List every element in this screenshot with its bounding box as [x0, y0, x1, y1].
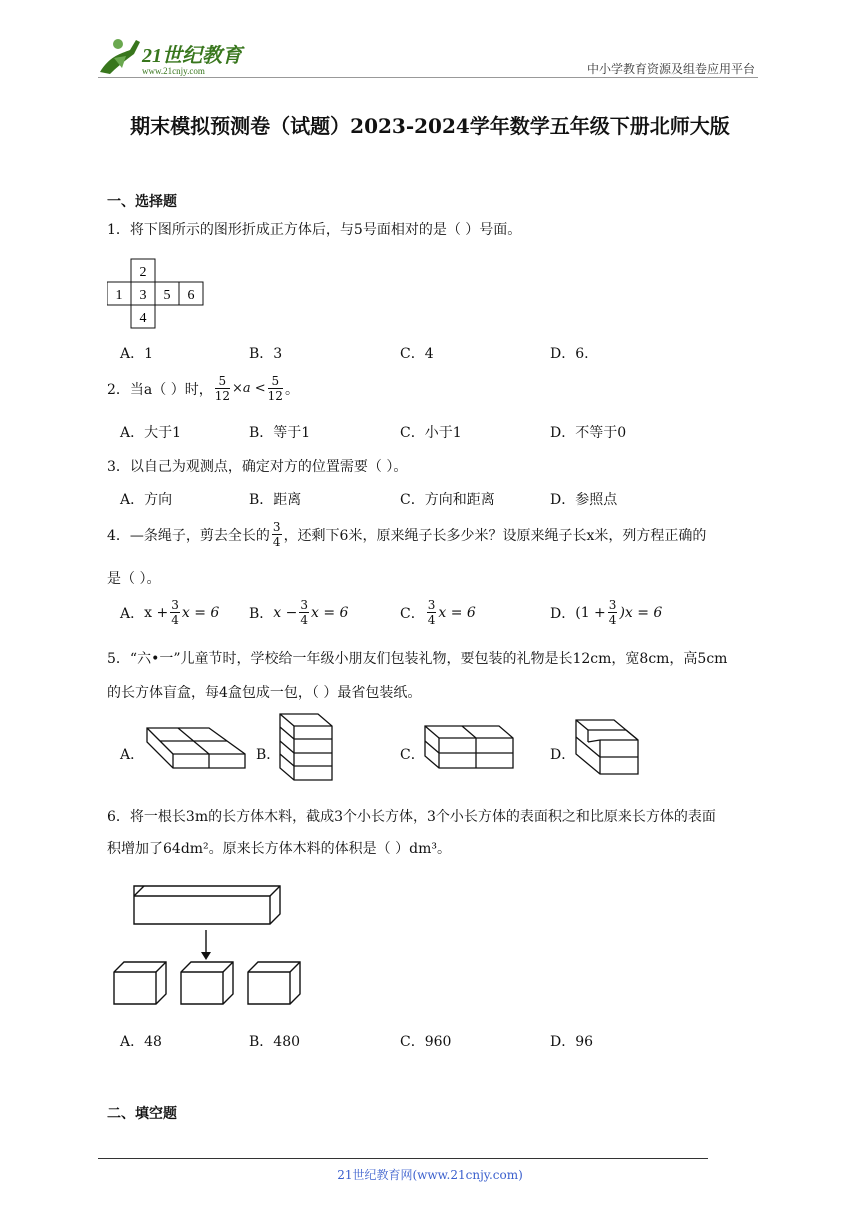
q1-option-b[interactable]: B．3: [249, 346, 283, 362]
q2-fraction-left: $\frac{5}{12}$: [214, 374, 230, 403]
q3-stem: 3．以自己为观测点，确定对方的位置需要（ ）。: [107, 459, 408, 475]
q5-option-d-image[interactable]: [574, 718, 640, 780]
q5-option-a-image[interactable]: [145, 724, 249, 774]
section-choice-heading: 一、选择题: [107, 194, 177, 210]
q5-option-a-label[interactable]: A．: [120, 747, 145, 763]
q4-option-a[interactable]: A． x + $\frac{3}{4}$ x = 6: [120, 598, 220, 627]
section-fill-heading: 二、填空题: [107, 1106, 177, 1122]
q4-fraction: $\frac{3}{4}$: [272, 520, 281, 549]
q6-option-d[interactable]: D．96: [550, 1034, 594, 1050]
footer-link[interactable]: 21世纪教育网(www.21cnjy.com): [337, 1168, 523, 1182]
header-platform-text: 中小学教育资源及组卷应用平台: [586, 62, 755, 76]
q2-option-c[interactable]: C．小于1: [400, 425, 462, 441]
q3-option-a[interactable]: A．方向: [120, 492, 173, 508]
q6-stem-line1: 6．将一根长3m的长方体木料，截成3个小长方体，3个小长方体的表面积之和比原来长方体的表面: [107, 809, 716, 825]
q5-option-b-image[interactable]: [278, 712, 334, 786]
q3-option-d[interactable]: D．参照点: [550, 492, 618, 508]
net-face-6: 6: [187, 288, 195, 303]
q5-stem-line2: 的长方体盲盒，每4盒包成一包，（ ）最省包装纸。: [107, 685, 422, 701]
q4-option-b[interactable]: B． x − $\frac{3}{4}$ x = 6: [249, 598, 349, 627]
net-face-5: 5: [163, 288, 171, 303]
q2-option-d[interactable]: D．不等于0: [550, 425, 627, 441]
logo-url: www.21cnjy.com: [142, 66, 205, 76]
q1-option-a[interactable]: A．1: [120, 346, 154, 362]
q2-stem: 2．当a（ ）时， $\frac{5}{12}$ ×a < $\frac{5}{12}$ 。: [107, 374, 299, 403]
q5-stem-line1: 5．“六•一”儿童节时，学校给一年级小朋友们包装礼物，要包装的礼物是长12cm，宽8cm，高5cm: [107, 651, 728, 667]
q6-option-b[interactable]: B．480: [249, 1034, 301, 1050]
site-logo: [96, 36, 266, 78]
q5-option-d-label[interactable]: D．: [550, 747, 576, 763]
q6-option-a[interactable]: A．48: [120, 1034, 162, 1050]
q6-cutting-diagram: [110, 882, 310, 1012]
page-title: 期末模拟预测卷（试题）2023-2024学年数学五年级下册北师大版: [130, 114, 730, 138]
q5-option-c-label[interactable]: C．: [400, 747, 425, 763]
q4-stem-cont: 是（ ）。: [107, 571, 161, 587]
q4-stem: 4．—条绳子，剪去全长的 $\frac{3}{4}$ ，还剩下6米，原来绳子长多少米？设原来绳子长x米，列方程正确的: [107, 520, 707, 549]
net-face-3: 3: [139, 288, 147, 303]
net-face-2: 2: [139, 265, 147, 280]
q5-option-c-image[interactable]: [423, 724, 515, 774]
q3-option-c[interactable]: C．方向和距离: [400, 492, 495, 508]
q2-option-b[interactable]: B．等于1: [249, 425, 311, 441]
q3-option-b[interactable]: B．距离: [249, 492, 302, 508]
logo-text: 21世纪教育: [142, 45, 242, 67]
q6-option-c[interactable]: C．960: [400, 1034, 452, 1050]
net-face-1: 1: [115, 288, 123, 303]
net-face-4: 4: [139, 311, 147, 326]
q1-cube-net: [107, 258, 207, 334]
q2-option-a[interactable]: A．大于1: [120, 425, 182, 441]
footer-divider: [98, 1158, 708, 1159]
q1-stem: 1．将下图所示的图形折成正方体后，与5号面相对的是（ ）号面。: [107, 222, 522, 238]
q6-stem-line2: 积增加了64dm²。原来长方体木料的体积是（ ）dm³。: [107, 841, 451, 857]
q4-option-d[interactable]: D． (1 + $\frac{3}{4}$ )x = 6: [550, 598, 663, 627]
q1-option-d[interactable]: D．6.: [550, 346, 589, 362]
q5-option-b-label[interactable]: B．: [256, 747, 281, 763]
q4-option-c[interactable]: C． $\frac{3}{4}$ x = 6: [400, 598, 476, 627]
header-divider: [98, 77, 758, 78]
q2-fraction-right: $\frac{5}{12}$: [267, 374, 283, 403]
q1-option-c[interactable]: C．4: [400, 346, 434, 362]
